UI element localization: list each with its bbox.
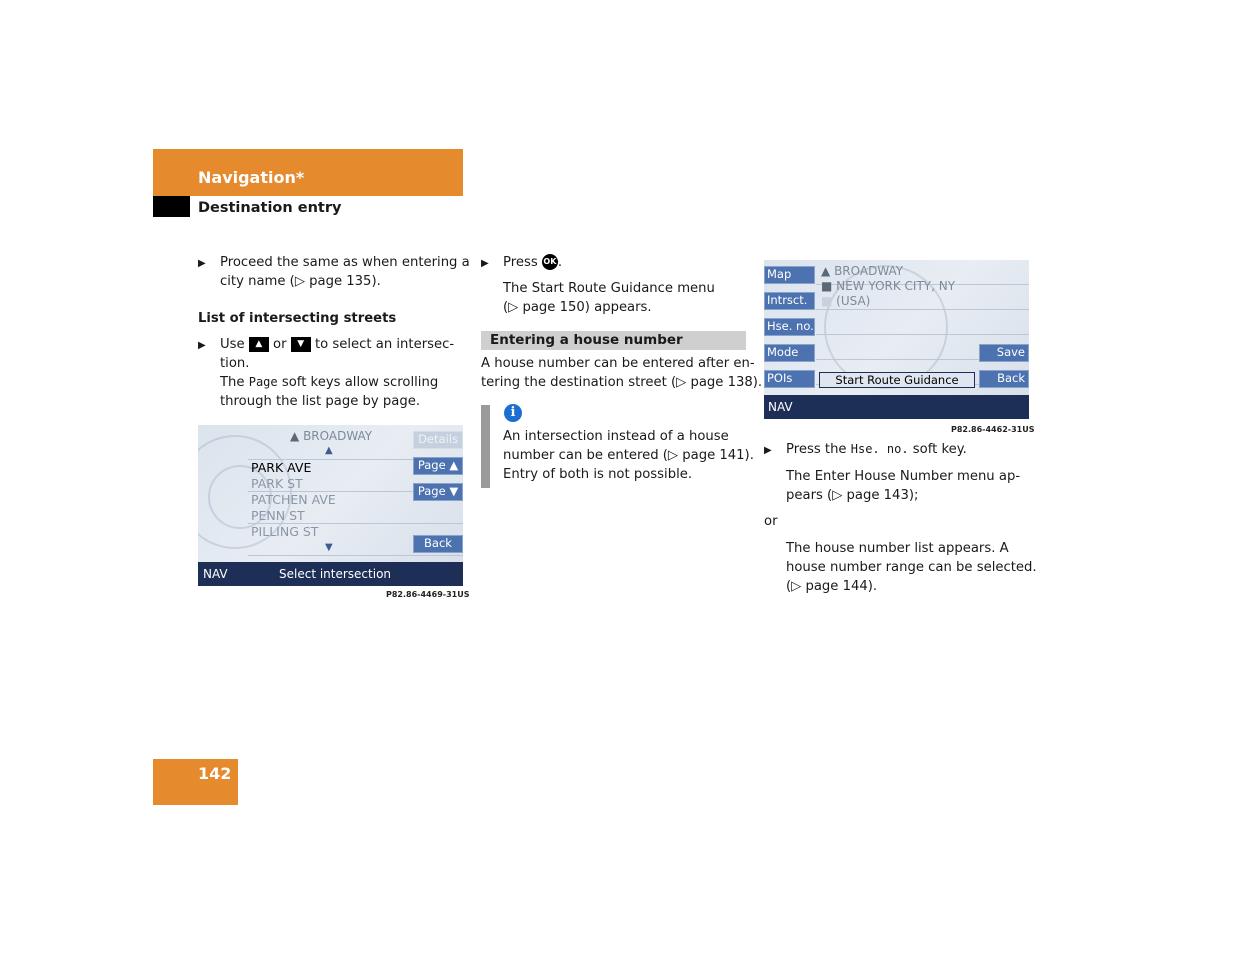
nav-status-bar [198, 562, 463, 586]
section-tab-marker [153, 196, 190, 217]
section-subtitle: Destination entry [198, 200, 342, 216]
step-text: or [273, 337, 287, 352]
step-line [220, 373, 460, 392]
step-text: soft key. [912, 442, 967, 457]
nav-label: NAV [768, 400, 793, 414]
bullet-icon: ▶ [198, 258, 206, 269]
list-item[interactable]: PARK ST [251, 476, 303, 491]
step-line [220, 335, 460, 354]
screen-title: Select intersection [279, 567, 392, 581]
info-icon: i [504, 404, 522, 422]
step-line: pears (▷ page 143); [786, 488, 919, 503]
list-item[interactable]: PENN ST [251, 508, 305, 523]
bullet-icon: ▶ [481, 258, 489, 269]
city-name: NEW YORK CITY, NY [836, 279, 956, 293]
house-number-softkey[interactable]: Hse. no. [764, 318, 815, 336]
pois-softkey[interactable]: POIs [764, 370, 815, 388]
note-line: An intersection instead of a house [503, 429, 729, 444]
step-proceed [220, 253, 470, 291]
section-heading-bar [481, 331, 746, 350]
step-text: The [220, 375, 245, 390]
city-icon: ■ [821, 279, 833, 293]
note-line: Entry of both is not possible. [503, 467, 693, 482]
destination-country [821, 294, 870, 308]
step-press-ok: Press OK . [503, 255, 563, 270]
section-heading: Entering a house number [490, 332, 683, 348]
step-line: (▷ page 150) appears. [503, 300, 652, 315]
destination-city [821, 279, 955, 293]
country-icon: ■ [821, 294, 833, 308]
step-line: tion. [220, 356, 250, 371]
step-line: The Enter House Number menu ap- [786, 469, 1021, 484]
step-text: to select an intersec- [314, 337, 455, 352]
info-note-bar [481, 405, 490, 488]
page-up-softkey[interactable]: Page ▲ [413, 457, 463, 475]
softkey-name: Page [248, 375, 278, 389]
street-name: BROADWAY [834, 264, 904, 278]
map-softkey[interactable]: Map [764, 266, 815, 284]
list-item[interactable]: PILLING ST [251, 524, 319, 539]
step-press-hse [786, 440, 967, 459]
scroll-up-arrow-icon: ▲ [325, 445, 333, 456]
step-line: through the list page by page. [220, 394, 421, 409]
road-icon: ▲ [290, 429, 300, 443]
step-result [503, 279, 715, 317]
scroll-down-arrow-icon: ▼ [325, 542, 333, 553]
step-line: The Start Route Guidance menu [503, 281, 715, 296]
screenshot-destination-menu [764, 260, 1029, 419]
bullet-icon: ▶ [198, 340, 206, 351]
country-name: (USA) [836, 294, 871, 308]
page-number: 142 [198, 764, 232, 783]
start-route-guidance-button[interactable]: Start Route Guidance [819, 372, 975, 388]
ok-button-icon: OK [542, 254, 558, 270]
softkey-name: Hse. no. [850, 442, 909, 456]
note-line: number can be entered (▷ page 141). [503, 448, 754, 463]
nav-label: NAV [203, 567, 228, 581]
step-use-arrows [220, 335, 460, 411]
step-text: soft keys allow scrolling [281, 375, 439, 390]
step-line: (▷ page 144). [786, 579, 878, 594]
step-result [786, 467, 1020, 505]
street-name: BROADWAY [303, 429, 373, 443]
up-arrow-key-icon: ▲ [249, 337, 269, 352]
figure-caption: P82.86-4462-31US [951, 425, 1035, 434]
step-result-alt [786, 539, 1037, 596]
back-softkey[interactable]: Back [413, 535, 463, 553]
nav-status-bar [764, 395, 1029, 419]
paragraph-line: A house number can be entered after en- [481, 356, 755, 371]
or-text: or [764, 514, 778, 529]
step-line: house number range can be selected. [786, 560, 1037, 575]
paragraph-line: tering the destination street (▷ page 138). [481, 375, 763, 390]
street-header [290, 429, 372, 443]
step-text: Press the [786, 442, 847, 457]
down-arrow-key-icon: ▼ [291, 337, 311, 352]
step-line: The house number list appears. A [786, 541, 1009, 556]
details-softkey[interactable]: Details [413, 431, 463, 449]
step-text: Press [503, 255, 538, 270]
destination-street [821, 264, 903, 278]
page-down-softkey[interactable]: Page ▼ [413, 483, 463, 501]
chapter-title: Navigation* [198, 168, 305, 187]
road-icon: ▲ [821, 264, 831, 278]
list-item[interactable]: PARK AVE [251, 460, 312, 475]
info-note [503, 427, 754, 484]
save-softkey[interactable]: Save [979, 344, 1029, 362]
screenshot-select-intersection [198, 425, 463, 586]
step-line: city name (▷ page 135). [220, 274, 381, 289]
step-text: Use [220, 337, 245, 352]
mode-softkey[interactable]: Mode [764, 344, 815, 362]
intersection-softkey[interactable]: Intrsct. [764, 292, 815, 310]
step-line: Proceed the same as when entering a [220, 255, 470, 270]
list-item[interactable]: PATCHEN AVE [251, 492, 336, 507]
section-heading: List of intersecting streets [198, 311, 397, 326]
back-softkey[interactable]: Back [979, 370, 1029, 388]
figure-caption: P82.86-4469-31US [386, 590, 470, 599]
bullet-icon: ▶ [764, 445, 772, 456]
paragraph [481, 354, 762, 392]
